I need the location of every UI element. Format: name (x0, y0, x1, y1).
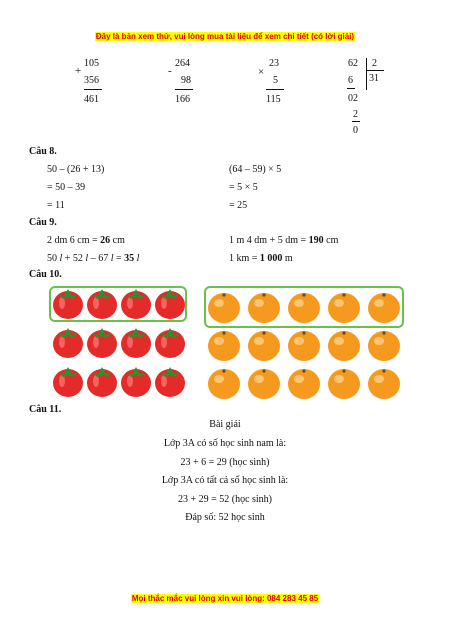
solution-line-2: 23 + 6 = 29 (học sinh) (180, 457, 270, 468)
result: 115 (266, 94, 281, 105)
step-2: 02 (348, 93, 358, 104)
dividend: 62 (348, 58, 358, 69)
contact-footer: Mọi thắc mắc vui lòng xin vui lòng: 084 283 45 85 (131, 594, 319, 603)
quotient: 31 (369, 73, 379, 84)
tomato-icon (121, 328, 151, 358)
orange-icon (208, 331, 240, 361)
orange-icon (208, 293, 240, 323)
solution-heading: Bài giải (209, 419, 241, 430)
orange-icon (328, 293, 360, 323)
orange-icon (368, 293, 400, 323)
q11-label: Câu 11. (29, 404, 62, 415)
q8-label: Câu 8. (29, 146, 57, 157)
tomato-icon (53, 367, 83, 397)
result: 461 (84, 94, 99, 105)
solution-line-3: Lớp 3A có tất cả số học sinh là: (161, 475, 289, 486)
q9-b2: 1 km = 1 000 m (229, 253, 293, 264)
orange-icon (368, 369, 400, 399)
q8-left-line-3: = 11 (47, 200, 65, 211)
tomato-icon (155, 367, 185, 397)
tomato-icon (87, 367, 117, 397)
solution-line-4: 23 + 29 = 52 (học sinh) (177, 494, 273, 505)
solution-line-1: Lớp 3A có số học sinh nam là: (163, 438, 287, 449)
q8-right-line-2: = 5 × 5 (229, 182, 258, 193)
orange-icon (248, 293, 280, 323)
operand-a: 264 (175, 58, 190, 69)
operand-a: 23 (269, 58, 279, 69)
orange-icon (248, 369, 280, 399)
tomato-icon (121, 367, 151, 397)
q8-right-line-3: = 25 (229, 200, 248, 211)
orange-icon (328, 331, 360, 361)
orange-icon (248, 331, 280, 361)
fruit-drawing (0, 284, 450, 404)
tomato-icon (87, 328, 117, 358)
q9-label: Câu 9. (29, 217, 57, 228)
q8-left-line-1: 50 – (26 + 13) (47, 164, 105, 175)
q9-a2: 50 l + 52 l – 67 l = 35 l (47, 253, 140, 264)
orange-icon (288, 331, 320, 361)
tomato-icon (87, 289, 117, 319)
operand-b: 356 (84, 75, 99, 86)
orange-icon (208, 369, 240, 399)
preview-banner: Đây là bản xem thử, vui lòng mua tài liệu để xem chi tiết (có lời giải) (95, 32, 355, 41)
step-3: 2 (353, 109, 358, 120)
operand-b: 5 (273, 75, 278, 86)
orange-icon (368, 331, 400, 361)
tomato-icon (53, 328, 83, 358)
tomato-icon (155, 328, 185, 358)
orange-icon (288, 369, 320, 399)
orange-icon (288, 293, 320, 323)
operand-a: 105 (84, 58, 99, 69)
q8-right-line-1: (64 – 59) × 5 (229, 164, 282, 175)
q8-left-line-2: = 50 – 39 (47, 182, 86, 193)
divisor: 2 (372, 58, 377, 69)
minus-sign: - (168, 65, 172, 77)
operand-b: 98 (181, 75, 191, 86)
q10-label: Câu 10. (29, 269, 62, 280)
plus-sign: + (75, 65, 82, 77)
tomato-icon (53, 289, 83, 319)
result: 166 (175, 94, 190, 105)
orange-icon (328, 369, 360, 399)
q9-a1: 2 dm 6 cm = 26 cm (47, 235, 125, 246)
tomato-icon (121, 289, 151, 319)
solution-answer: Đáp số: 52 học sinh (185, 512, 265, 523)
q9-b1: 1 m 4 dm + 5 dm = 190 cm (229, 235, 339, 246)
times-sign: × (258, 66, 265, 78)
step-1: 6 (348, 75, 353, 86)
tomato-icon (155, 289, 185, 319)
remainder: 0 (353, 125, 358, 136)
